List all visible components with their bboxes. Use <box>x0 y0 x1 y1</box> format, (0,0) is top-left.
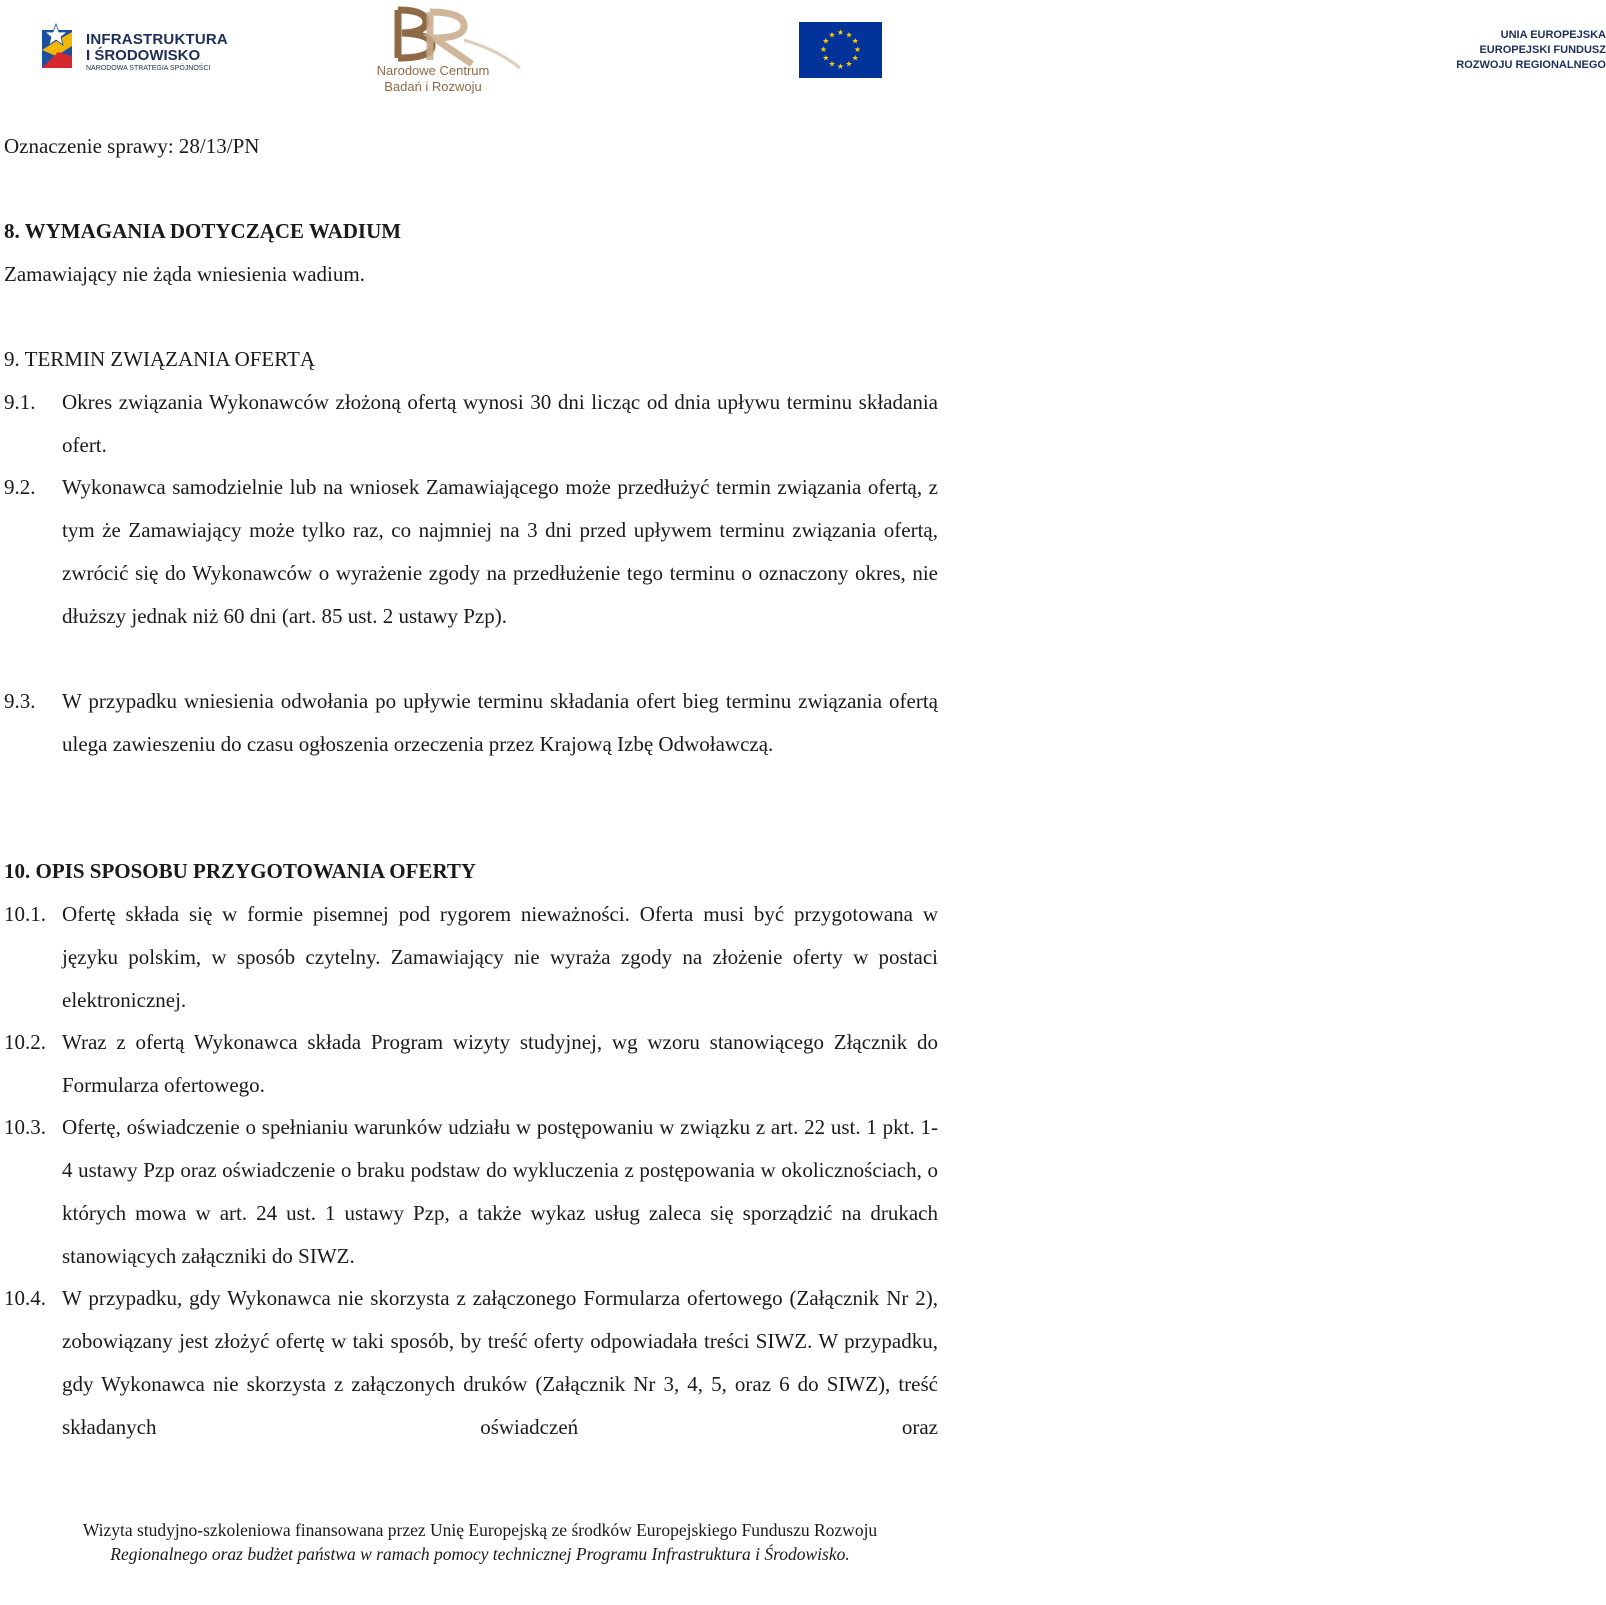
paragraph-text: Ofertę składa się w formie pisemnej pod rygorem nieważności. Oferta musi być przygotowana w języku polskim, w sposób czytelny. Zamawiający nie wyraża zgody na złożenie oferty w postaci elektronicznej. <box>62 902 938 1012</box>
eu-line1: UNIA EUROPEJSKA <box>1500 29 1606 41</box>
nss-badge-icon <box>38 22 80 72</box>
svg-text:★: ★ <box>836 28 845 37</box>
svg-text:★: ★ <box>853 45 862 54</box>
logo-is-line1: INFRASTRUKTURA <box>86 31 228 48</box>
infrastruktura-srodowisko-logo <box>38 20 228 76</box>
paragraph-text: Wraz z ofertą Wykonawca składa Program wizyty studyjnej, wg wzoru stanowiącego Złącznik do Formularza ofertowego. <box>62 1030 938 1097</box>
paragraph-number: 10.2. <box>4 1030 46 1054</box>
paragraph-number: 9.3. <box>4 689 36 713</box>
ncbr-line2: Badań i Rozwoju <box>384 79 482 94</box>
page-header <box>0 0 1606 100</box>
logo-is-line3: NARODOWA STRATEGIA SPÓJNOŚCI <box>86 65 211 72</box>
svg-text:★: ★ <box>851 53 859 63</box>
ncbr-logo <box>368 6 528 96</box>
paragraph-text: Ofertę, oświadczenie o spełnianiu warunków udziału w postępowaniu w związku z art. 22 ust. 1 pkt. 1-4 ustawy Pzp oraz oświadczenie o braku podstaw do wykluczenia z postępowania w okolicznościach, o których mowa w art. 24 ust. 1 ustawy Pzp, a także wykaz usług zaleca się sporządzić na drukach stanowiących załączniki do SIWZ. <box>62 1115 938 1268</box>
svg-text:★: ★ <box>828 59 836 69</box>
svg-text:★: ★ <box>822 53 830 63</box>
svg-text:★: ★ <box>819 45 828 54</box>
eu-line2: EUROPEJSKI FUNDUSZ <box>1479 44 1606 56</box>
paragraph-number: 10.4. <box>4 1286 46 1310</box>
svg-text:★: ★ <box>836 62 845 71</box>
case-reference: Oznaczenie sprawy: 28/13/PN <box>4 134 260 158</box>
eu-flag-icon <box>799 22 882 78</box>
ncbr-br-mark-icon <box>368 6 528 66</box>
paragraph-number: 10.3. <box>4 1115 46 1139</box>
paragraph-text: W przypadku, gdy Wykonawca nie skorzysta z załączonego Formularza ofertowego (Załącznik Nr 2), zobowiązany jest złożyć ofertę w taki sposób, by treść oferty odpowiadała treści SIWZ. W przypadku, gdy Wykonawca nie skorzysta z załączonych druków (Załącznik Nr 3, 4, 5, oraz 6 do SIWZ), treść składanych oświadczeń oraz <box>62 1286 938 1439</box>
logo-is-line2: I ŚRODOWISKO <box>86 47 201 64</box>
paragraph-number: 9.2. <box>4 475 36 499</box>
paragraph-text: W przypadku wniesienia odwołania po upływie terminu składania ofert bieg terminu związania ofertą ulega zawieszeniu do czasu ogłoszenia orzeczenia przez Krajową Izbę Odwoławczą. <box>62 689 938 756</box>
page-footer <box>0 1518 960 1566</box>
section-10-heading: 10. OPIS SPOSOBU PRZYGOTOWANIA OFERTY <box>4 859 477 883</box>
svg-text:★: ★ <box>845 30 853 40</box>
svg-text:★: ★ <box>851 36 859 46</box>
footer-line2: Regionalnego oraz budżet państwa w ramach pomocy technicznej Programu Infrastruktura i Środowisko. <box>110 1544 850 1564</box>
section-8-heading: 8. WYMAGANIA DOTYCZĄCE WADIUM <box>4 219 402 243</box>
paragraph-text: Wykonawca samodzielnie lub na wniosek Zamawiającego może przedłużyć termin związania ofertą, z tym że Zamawiający może tylko raz, co najmniej na 3 dni przed upływem terminu związania ofertą, zwrócić się do Wykonawców o wyrażenie zgody na przedłużenie tego terminu o oznaczony okres, nie dłuższy jednak niż 60 dni (art. 85 ust. 2 ustawy Pzp). <box>62 475 938 628</box>
svg-text:★: ★ <box>822 36 830 46</box>
eu-erdf-logo <box>672 22 1606 78</box>
eu-line3: ROZWOJU REGIONALNEGO <box>1456 59 1606 71</box>
paragraph-text: Okres związania Wykonawców złożoną ofertą wynosi 30 dni licząc od dnia upływu terminu składania ofert. <box>62 390 938 457</box>
svg-text:★: ★ <box>845 59 853 69</box>
section-8-text: Zamawiający nie żąda wniesienia wadium. <box>4 262 365 286</box>
paragraph-number: 9.1. <box>4 390 36 414</box>
section-9-heading: 9. TERMIN ZWIĄZANIA OFERTĄ <box>4 347 315 371</box>
paragraph-number: 10.1. <box>4 902 46 926</box>
footer-line1: Wizyta studyjno-szkoleniowa finansowana przez Unię Europejską ze środków Europejskiego Funduszu Rozwoju <box>82 1520 878 1540</box>
svg-text:★: ★ <box>828 30 836 40</box>
ncbr-line1: Narodowe Centrum <box>376 63 490 78</box>
